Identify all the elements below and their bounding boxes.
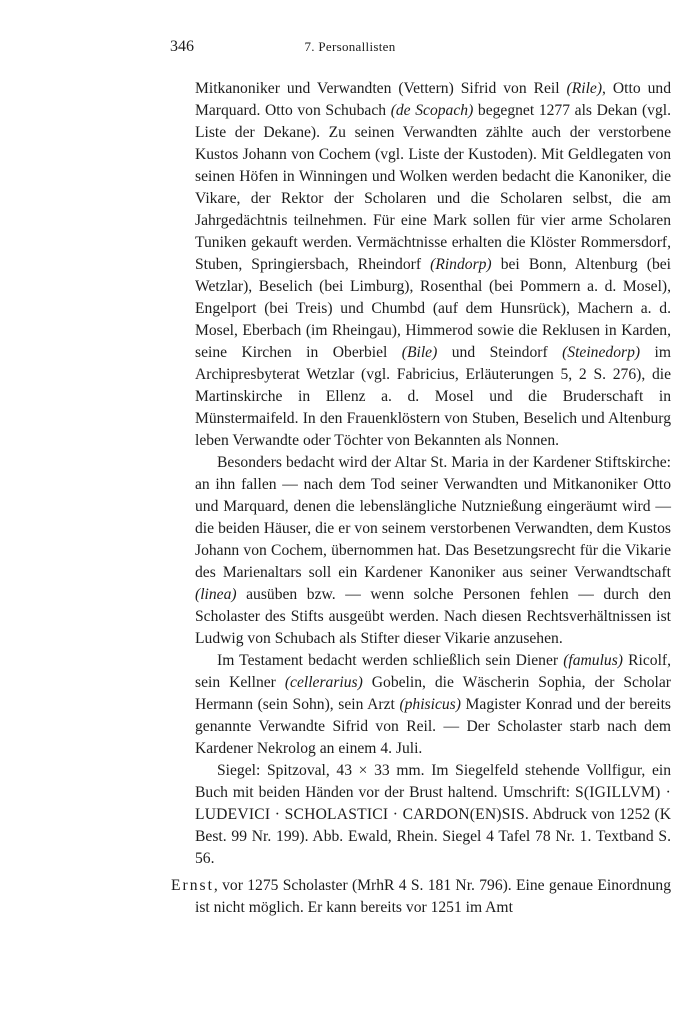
- body-text: [171, 78, 672, 919]
- latin-term: (cellerarius): [284, 674, 363, 691]
- text-run: Siegel: Spitzoval, 43 × 33 mm. Im Siegelfeld stehende Vollfigur, ein Buch mit beiden Händen vor der Brust haltend. Umschrift:: [195, 762, 671, 801]
- text-run: Abdruck von 1252 (K Best. 99 Nr. 199). Abb. Ewald, Rhein. Siegel 4 Tafel 78 Nr. 1. Textband S. 56.: [195, 806, 671, 867]
- latin-term: (linea): [195, 586, 237, 603]
- latin-term: (Steinedorp): [562, 344, 641, 361]
- latin-term: (famulus): [563, 652, 623, 669]
- text-run: und Steindorf: [437, 344, 563, 361]
- latin-term: (Rindorp): [430, 256, 492, 273]
- text-run: Ricolf, sein Kellner: [195, 652, 671, 691]
- paragraph-p4: [195, 760, 671, 870]
- paragraph-p1: [195, 78, 671, 452]
- latin-term: (Bile): [401, 344, 438, 361]
- section-title: 7. Personallisten: [304, 39, 396, 54]
- text-run: im Archipresbyterat Wetzlar (vgl. Fabricius, Erläuterungen 5, 2 S. 276), die Martinskirche in Ellenz a. d. Mosel und die Bruderschaft in Münstermaifeld. In den Frauenklöstern von Stuben, Beselich und Altenburg leben Verwandte oder Töchter von Bekannten als Nonnen.: [195, 344, 671, 449]
- paragraph-p3: [195, 650, 671, 760]
- text-run: Mitkanoniker und Verwandten (Vettern) Sifrid von Reil: [195, 80, 567, 97]
- running-head: [0, 38, 700, 60]
- text-run: Besonders bedacht wird der Altar St. Maria in der Kardener Stiftskirche: an ihn fallen — nach dem Tod seiner Verwandten und Mitkanoniker Otto und Marquard, denen die lebenslängliche Nutznießung eingeräumt wird — die beiden Häuser, die er von seinem verstorbenen Verwandten, dem Kustos Johann von Cochem, übernommen hat. Das Besetzungsrecht für die Vikarie des Marienaltars soll ein Kardener Kanoniker aus seiner Verwandtschaft: [195, 454, 671, 581]
- latin-term: (phisicus): [399, 696, 461, 713]
- page-number: 346: [170, 38, 194, 55]
- text-run: , Otto und Marquard. Otto von Schubach: [195, 80, 671, 119]
- text-run: begegnet 1277 als Dekan (vgl. Liste der Dekane). Zu seinen Verwandten zählte auch der verstorbene Kustos Johann von Cochem (vgl. Liste der Kustoden). Mit Geldlegaten von seinen Höfen in Winningen und Wolken werden bedacht die Kanoniker, die Vikare, der Rektor der Scholaren und die Scholaren selbst, die am Jahrgedächtnis teilnehmen. Für eine Mark sollen für vier arme Scholaren Tuniken gekauft werden. Vermächtnisse erhalten die Klöster Rommersdorf, Stuben, Springiersbach, Rheindorf: [195, 102, 671, 273]
- latin-term: (de Scopach): [390, 102, 474, 119]
- text-run: Gobelin, die Wäscherin Sophia, der Scholar Hermann (sein Sohn), sein Arzt: [195, 674, 671, 713]
- person-entry-text: , vor 1275 Scholaster (MrhR 4 S. 181 Nr. 796). Eine genaue Einordnung ist nicht möglich. Er kann bereits vor 1251 im Amt: [195, 877, 671, 916]
- seal-legend: S(IGILLVM) · LUDEVICI · SCHOLASTICI · CARDON(EN)SIS.: [195, 784, 671, 823]
- text-run: ausüben bzw. — wenn solche Personen fehlen — durch den Scholaster des Stifts ausgeübt werden. Nach diesen Rechtsverhältnissen ist Ludwig von Schubach als Stifter dieser Vikarie anzusehen.: [195, 586, 671, 647]
- paragraph-list: [195, 78, 671, 870]
- person-entry-name: Ernst: [171, 877, 214, 894]
- person-entry: [171, 875, 671, 919]
- text-run: Magister Konrad und der bereits genannte Verwandte Sifrid von Reil. — Der Scholaster starb nach dem Kardener Nekrolog an einem 4. Juli.: [195, 696, 671, 757]
- text-run: Im Testament bedacht werden schließlich sein Diener: [217, 652, 564, 669]
- text-run: bei Bonn, Altenburg (bei Wetzlar), Beselich (bei Limburg), Rosenthal (bei Pommern a. d. Mosel), Engelport (bei Treis) und Chumbd (auf dem Hunsrück), Machern a. d. Mosel, Eberbach (im Rheingau), Himmerod sowie die Reklusen in Karden, seine Kirchen in Oberbiel: [195, 256, 672, 361]
- paragraph-p2: [195, 452, 671, 650]
- latin-term: (Rile): [566, 80, 603, 97]
